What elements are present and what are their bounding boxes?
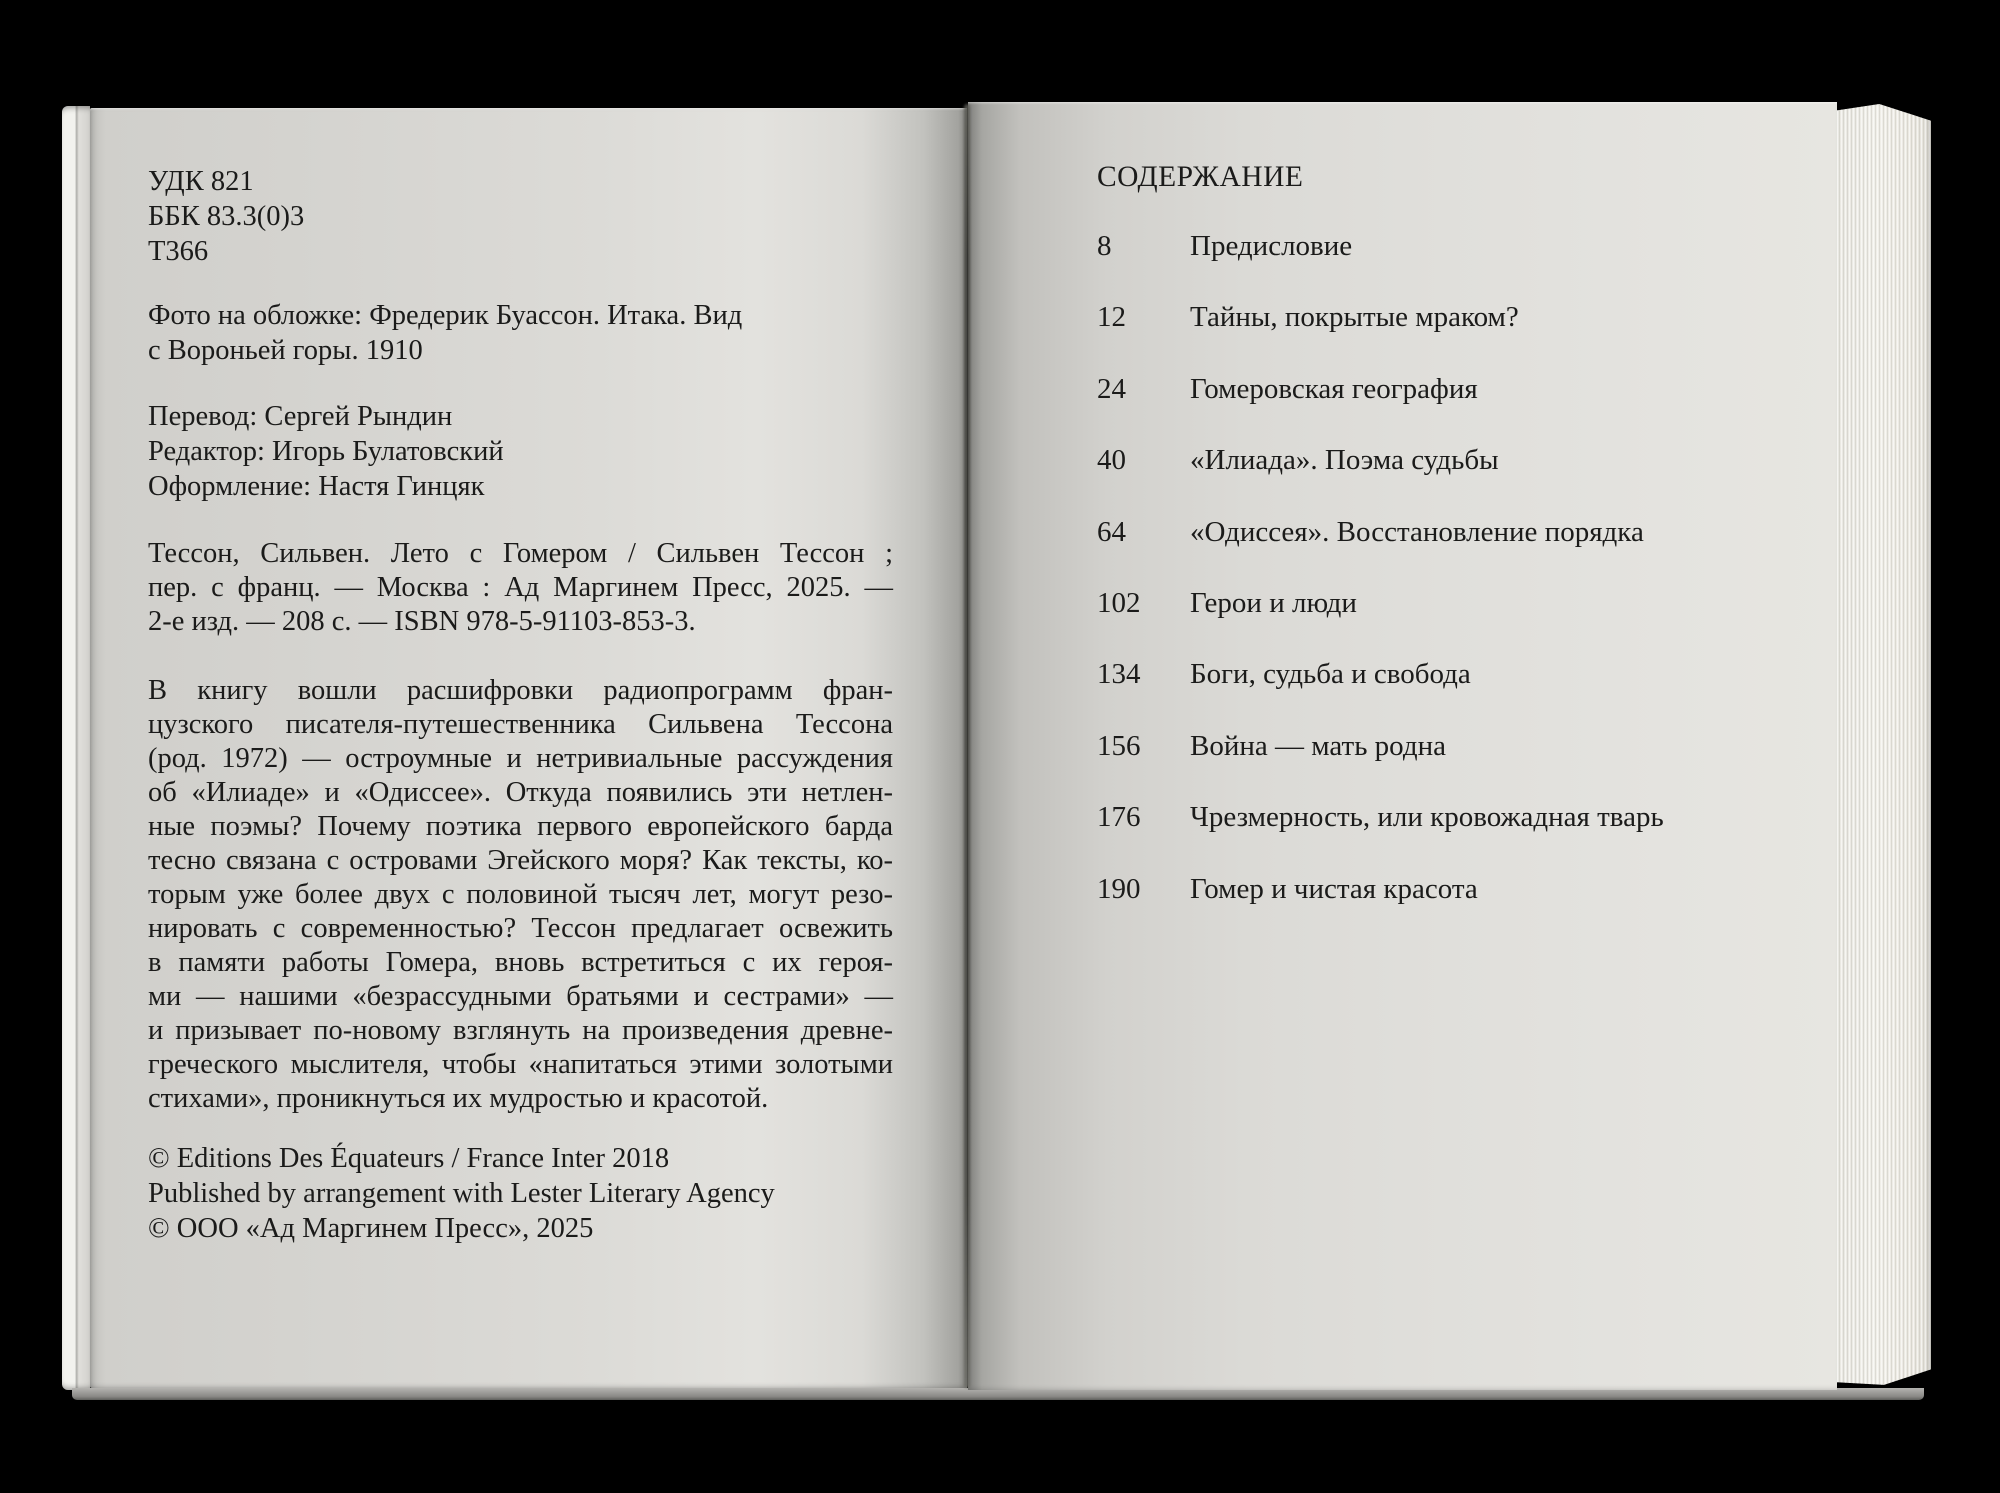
toc-entry-title: Чрезмерность, или кровожадная тварь bbox=[1190, 801, 1664, 834]
text-line: Перевод: Сергей Рындин bbox=[148, 401, 453, 432]
toc-row bbox=[1097, 229, 1797, 300]
spine-gutter-shadow bbox=[964, 104, 970, 1388]
open-book bbox=[62, 96, 1934, 1402]
toc-row bbox=[1097, 800, 1797, 871]
text-line: (род. 1972) — остроумные и нетривиальные рассуждения bbox=[148, 743, 893, 774]
toc-entry-title: Герои и люди bbox=[1190, 586, 1357, 619]
text-line: © Editions Des Équateurs / France Inter 2018 bbox=[148, 1143, 670, 1174]
text-line: тесно связана с островами Эгейского моря? Как тексты, ко- bbox=[148, 845, 893, 876]
text-line: с Вороньей горы. 1910 bbox=[148, 335, 423, 366]
toc-row bbox=[1097, 586, 1797, 657]
toc-row bbox=[1097, 729, 1797, 800]
text-line: 2-е изд. — 208 с. — ISBN 978-5-91103-853-3. bbox=[148, 606, 696, 637]
text-line: Фото на обложке: Фредерик Буассон. Итака. Вид bbox=[148, 300, 743, 331]
staff-credits-block bbox=[148, 399, 893, 504]
toc-entry-title: «Илиада». Поэма судьбы bbox=[1190, 444, 1499, 477]
toc-row bbox=[1097, 515, 1797, 586]
text-line: Published by arrangement with Lester Literary Agency bbox=[148, 1178, 775, 1209]
toc-entry-title: Война — мать родна bbox=[1190, 729, 1446, 762]
toc-entry-title: Предисловие bbox=[1190, 230, 1353, 262]
text-line: пер. с франц. — Москва : Ад Маргинем Пресс, 2025. — bbox=[148, 572, 893, 603]
text-line: цузского писателя-путешественника Сильвена Тессона bbox=[148, 709, 893, 740]
left-cover-edge bbox=[62, 106, 90, 1390]
toc-entry-title: Гомер и чистая красота bbox=[1190, 872, 1478, 905]
toc-page-number: 12 bbox=[1097, 301, 1126, 334]
toc-entry-title: Тайны, покрытые мраком? bbox=[1190, 301, 1519, 334]
catalog-codes-block bbox=[148, 164, 893, 269]
annotation-block bbox=[148, 674, 893, 1116]
toc-title: СОДЕРЖАНИЕ bbox=[1097, 161, 1304, 193]
text-line: УДК 821 bbox=[148, 166, 254, 197]
toc-page-number: 190 bbox=[1097, 872, 1141, 905]
text-line: Редактор: Игорь Булатовский bbox=[148, 436, 504, 467]
toc-entry-title: Гомеровская география bbox=[1190, 372, 1478, 405]
text-line: Т366 bbox=[148, 236, 209, 267]
toc-list bbox=[1097, 229, 1797, 943]
bibliographic-record-block bbox=[148, 537, 893, 639]
toc-page-number: 64 bbox=[1097, 515, 1126, 548]
text-line: ББК 83.3(0)3 bbox=[148, 201, 305, 232]
right-page-contents bbox=[968, 102, 1837, 1390]
right-fore-edge-pages bbox=[1837, 104, 1931, 1390]
toc-row bbox=[1097, 443, 1797, 514]
toc-entry-title: «Одиссея». Восстановление порядка bbox=[1190, 515, 1644, 548]
copyright-block bbox=[148, 1141, 893, 1246]
toc-page-number: 8 bbox=[1097, 230, 1112, 262]
toc-row bbox=[1097, 300, 1797, 371]
text-line: об «Илиаде» и «Одиссее». Откуда появились эти нетлен- bbox=[148, 777, 893, 808]
toc-row bbox=[1097, 372, 1797, 443]
text-line: © ООО «Ад Маргинем Пресс», 2025 bbox=[148, 1213, 594, 1244]
toc-page-number: 176 bbox=[1097, 801, 1141, 834]
text-line: в памяти работы Гомера, вновь встретиться с их героя- bbox=[148, 947, 893, 978]
toc-page-number: 134 bbox=[1097, 658, 1141, 691]
text-line: стихами», проникнуться их мудростью и красотой. bbox=[148, 1083, 769, 1114]
toc-page-number: 102 bbox=[1097, 586, 1141, 619]
text-line: нировать с современностью? Тессон предлагает освежить bbox=[148, 913, 893, 944]
left-page-imprint bbox=[90, 108, 967, 1388]
toc-page-number: 40 bbox=[1097, 444, 1126, 477]
text-line: торым уже более двух с половиной тысяч лет, могут резо- bbox=[148, 879, 893, 910]
toc-page-number: 24 bbox=[1097, 372, 1126, 405]
text-line: Тессон, Сильвен. Лето с Гомером / Сильвен Тессон ; bbox=[148, 538, 893, 569]
toc-row bbox=[1097, 657, 1797, 728]
text-line: греческого мыслителя, чтобы «напитаться этими золотыми bbox=[148, 1049, 893, 1080]
toc-entry-title: Боги, судьба и свобода bbox=[1190, 658, 1471, 691]
text-line: Оформление: Настя Гинцяк bbox=[148, 471, 485, 502]
toc-page-number: 156 bbox=[1097, 729, 1141, 762]
text-line: В книгу вошли расшифровки радиопрограмм фран- bbox=[148, 675, 893, 706]
cover-photo-credit-block bbox=[148, 298, 893, 368]
toc-row bbox=[1097, 872, 1797, 943]
text-line: и призывает по-новому взглянуть на произведения древне- bbox=[148, 1015, 893, 1046]
text-line: ные поэмы? Почему поэтика первого европейского барда bbox=[148, 811, 893, 842]
text-line: ми — нашими «безрассудными братьями и сестрами» — bbox=[148, 981, 893, 1012]
